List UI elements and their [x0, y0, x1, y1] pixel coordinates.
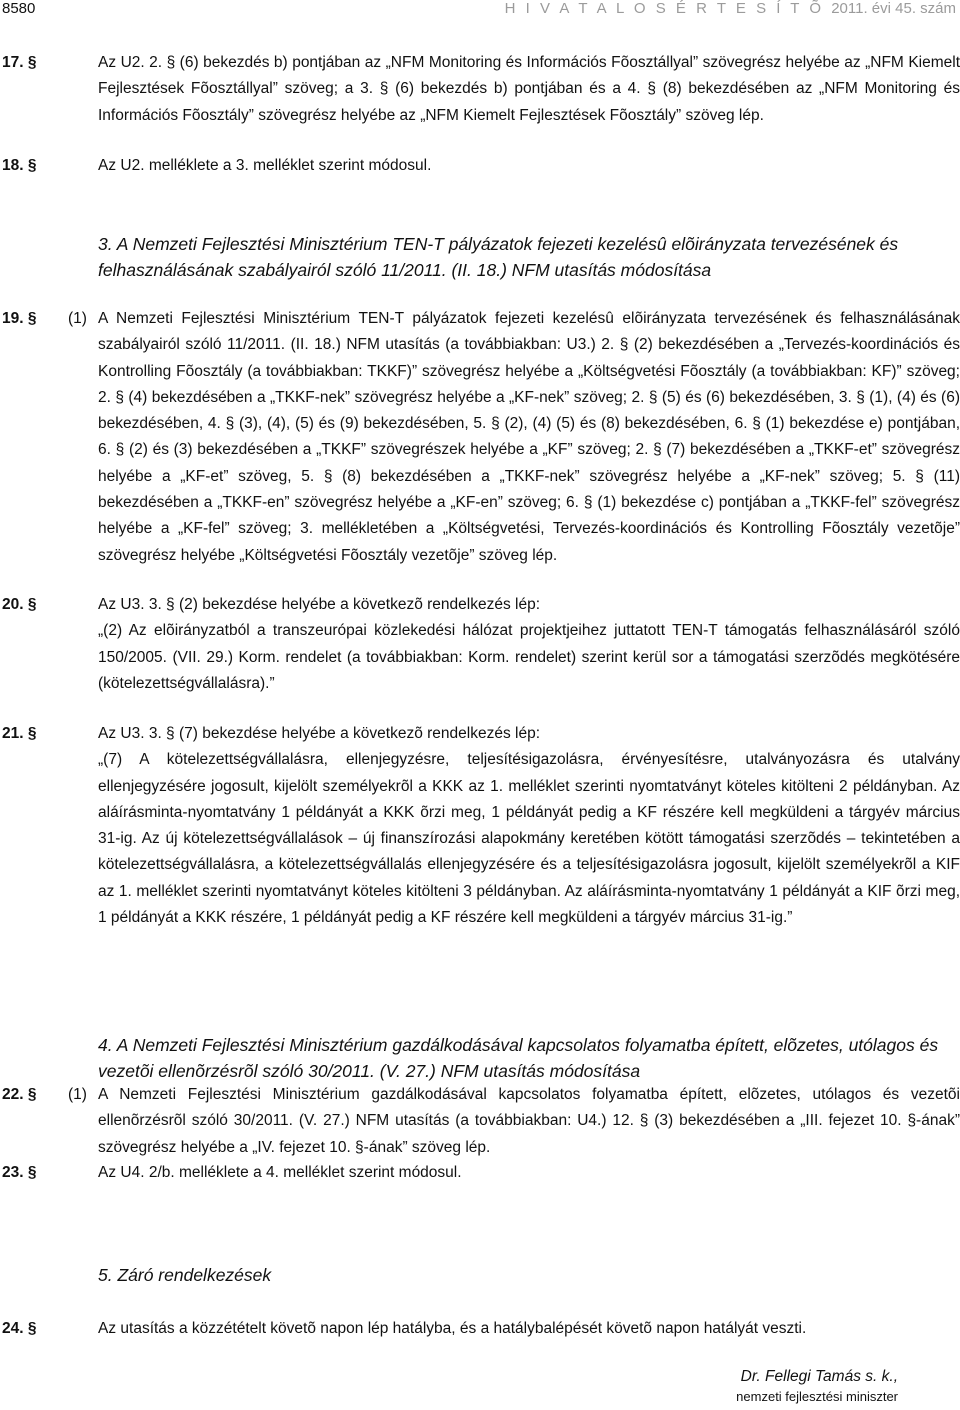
section-number: 18. §	[2, 157, 37, 174]
section-number: 24. §	[2, 1320, 37, 1337]
section-intro: Az U3. 3. § (2) bekezdése helyébe a következõ rendelkezés lép:	[98, 596, 541, 613]
section-text: Az U2. melléklete a 3. melléklet szerint módosul.	[98, 157, 432, 174]
subsection-number: (1)	[68, 310, 87, 327]
section-number: 19. §	[2, 310, 37, 327]
signatory-title: nemzeti fejlesztési miniszter	[736, 1389, 898, 1404]
page-number: 8580	[2, 0, 36, 17]
subsection-number: (1)	[68, 1086, 87, 1103]
chapter-heading-4: 4. A Nemzeti Fejlesztési Minisztérium gazdálkodásával kapcsolatos folyamatba épített, elõzetes, utólagos és vezetõi ellenõrzésrõl szóló 30/2011. (V. 27.) NFM utasítás módosítása	[98, 1035, 939, 1081]
section-number: 23. §	[2, 1164, 37, 1181]
amendment-text: „(2) Az elõirányzatból a transzeurópai közlekedési hálózat projektjeihez juttatott TEN-T támogatás felhasználásáról szóló 150/2005. (VII. 29.) Korm. rendelet (a továbbiakban: Korm. rendelet) szerint kerül sor a támogatási szerzõdés megkötésére (kötelezettségvállalásra).”	[98, 622, 960, 692]
section-body	[98, 721, 960, 931]
signatory-name: Dr. Fellegi Tamás s. k.,	[740, 1368, 898, 1385]
section-text: Az utasítás a közzétételt követõ napon lép hatályba, és a hatálybalépését követõ napon hatályát veszti.	[98, 1320, 807, 1337]
section-text: Az U4. 2/b. melléklete a 4. melléklet szerint módosul.	[98, 1164, 462, 1181]
section-text: A Nemzeti Fejlesztési Minisztérium TEN-T pályázatok fejezeti kezelésû elõirányzata tervezésének és felhasználásának szabályairól szóló 11/2011. (II. 18.) NFM utasítás (a továbbiakban: U3.) 2. § (2) bekezdésében a „Tervezés-koordinációs és Kontrolling Fõosztály (a továbbiakban: TKKF)” szövegrész helyébe a „Költségvetési Fõosztály (a továbbiakban: KF)” szöveg; 2. § (4) bekezdésében a „TKKF-nek” szövegrész helyébe a „KF-nek” szöveg; 2. § (5) és (6) bekezdésében, 3. § (1), (4) és (6) bekezdésében, 4. § (3), (4), (5) és (9) bekezdésében, 5. § (2), (4) (5) és (8) bekezdésében, 6. § (1) bekezdése e) pontjában, 6. § (2) és (3) bekezdésében a „TKKF” szövegrészek helyébe a „KF” szöveg; 2. § (7) bekezdésében a „TKKF-et” szövegrész helyébe a „KF-et” szöveg, 5. § (8) bekezdésében a „TKKF-nek” szövegrész helyébe a „KF-nek” szöveg; 5. § (11) bekezdésében a „TKKF-en” szövegrész helyébe a „KF-en” szöveg; 6. § (1) bekezdése c) pontjában a „TKKF-fel” szövegrész helyébe a „KF-fel” szöveg; 3. mellékletében a „Költségvetési, Tervezés-koordinációs és Kontrolling Fõosztály vezetõje” szövegrész helyébe „Költségvetési Fõosztály vezetõje” szöveg lép.	[98, 310, 960, 564]
chapter-heading-5: 5. Záró rendelkezések	[98, 1265, 272, 1285]
section-body	[98, 592, 960, 697]
issue-number: 2011. évi 45. szám	[831, 0, 956, 17]
section-number: 17. §	[2, 54, 37, 71]
section-number: 21. §	[2, 725, 37, 742]
journal-name: H I V A T A L O S É R T E S Í T Õ	[504, 0, 825, 17]
signature-block	[736, 1367, 898, 1407]
section-intro: Az U3. 3. § (7) bekezdése helyébe a következõ rendelkezés lép:	[98, 725, 541, 742]
section-text: A Nemzeti Fejlesztési Minisztérium gazdálkodásával kapcsolatos folyamatba épített, elõzetes, utólagos és vezetõi ellenõrzésrõl szóló 30/2011. (V. 27.) NFM utasítás (a továbbiakban: U4.) 12. § (3) bekezdésében a „III. fejezet 10. §-ának” szövegrész helyébe a „IV. fejezet 10. §-ának” szöveg lép.	[98, 1086, 960, 1156]
section-number: 22. §	[2, 1086, 37, 1103]
section-number: 20. §	[2, 596, 37, 613]
section-text: Az U2. 2. § (6) bekezdés b) pontjában az „NFM Monitoring és Információs Fõosztállyal” szövegrész helyébe az „NFM Kiemelt Fejlesztések Fõosztállyal” szöveg; a 3. § (6) bekezdés b) pontjában és a 4. § (8) bekezdésében az „NFM Monitoring és Információs Fõosztály” szövegrész helyébe az „NFM Kiemelt Fejlesztések Fõosztály” szöveg lép.	[98, 54, 960, 124]
chapter-heading-3: 3. A Nemzeti Fejlesztési Minisztérium TEN-T pályázatok fejezeti kezelésû elõirányzata tervezésének és felhasználásának szabályairól szóló 11/2011. (II. 18.) NFM utasítás módosítása	[98, 234, 899, 280]
page-header	[0, 0, 960, 22]
journal-title	[505, 0, 956, 18]
amendment-text: „(7) A kötelezettségvállalásra, ellenjegyzésre, teljesítésigazolásra, érvényesítésre, utalványozásra és utalvány ellenjegyzésére jogosult, kijelölt személyekrõl a KKK az 1. melléklet szerinti nyomtatványt köteles kitölteni 2 példányban. Az aláírásminta-nyomtatvány 1 példányát a KKK õrzi meg, 1 példányát pedig a KF részére kell megküldeni a tárgyév március 31-ig. Az új kötelezettségvállalások – új finanszírozási alapokmány keretében kötött támogatási szerzõdés – tekintetében a kötelezettségvállalásra, a kötelezettségvállalás ellenjegyzésére és a teljesítésigazolásra jogosult, kijelölt személyekrõl a KIF az 1. melléklet szerinti nyomtatványt köteles kitölteni 3 példányban. Az aláírásminta-nyomtatvány 1 példányát a KIF õrzi meg, 1 példányát a KKK részére, 1 példányát pedig a KF részére kell megküldeni a tárgyév március 31-ig.”	[98, 751, 960, 927]
